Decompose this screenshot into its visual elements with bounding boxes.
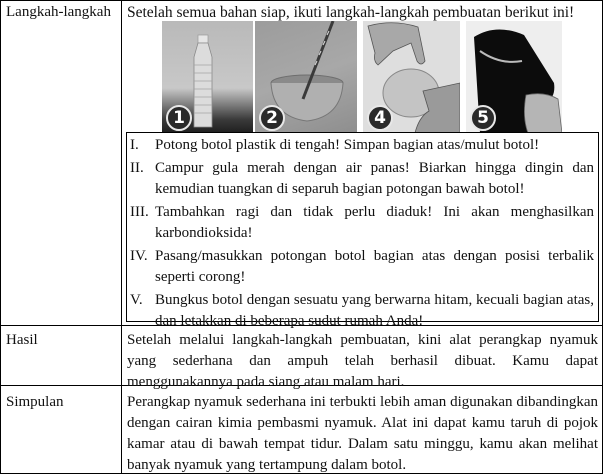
- step-text: Bungkus botol dengan sesuatu yang berwarna hitam, kecuali bagian atas, dan letakkan di beberapa sudut rumah Anda!: [155, 292, 594, 329]
- steps-list: [126, 132, 599, 329]
- step-badge-1: 1: [166, 105, 192, 131]
- steps-intro: Setelah semua bahan siap, ikuti langkah-langkah pembuatan berikut ini!: [127, 4, 575, 21]
- conclusion-text: Perangkap nyamuk sederhana ini terbukti lebih aman digunakan dibandingkan dengan cairan kimia pembasmi nyamuk. Alat ini dapat kamu taruh di pojok kamar atau di bawah tempat tidur. Dalam satu minggu, kamu akan melihat banyak nyamuk yang tertampung dalam botol.: [127, 394, 598, 473]
- step-item: [130, 290, 594, 332]
- row-label-hasil: Hasil: [6, 332, 38, 348]
- step-text: Tambahkan ragi dan tidak perlu diaduk! Ini akan menghasilkan karbondioksida!: [155, 204, 594, 241]
- step-badge-5: 5: [470, 105, 496, 131]
- step-badge-4: 4: [367, 105, 393, 131]
- step-number: I.: [130, 137, 139, 153]
- photo-step-2: [255, 21, 357, 133]
- row-label-langkah: Langkah-langkah: [6, 4, 111, 20]
- step-item: [130, 135, 594, 156]
- column-divider: [121, 0, 122, 474]
- step-badge-2: 2: [259, 105, 285, 131]
- result-text: Setelah melalui langkah-langkah pembuatan, kini alat perangkap nyamuk yang sederhana dan ampuh telah berhasil dibuat. Kamu dapat menggunakannya pada siang atau malam hari.: [127, 332, 598, 390]
- step-photos: [162, 21, 562, 133]
- step-item: [130, 246, 594, 288]
- step-number: IV.: [130, 248, 148, 264]
- row-label-simpulan: Simpulan: [6, 394, 64, 410]
- photo-step-4: [363, 21, 460, 133]
- step-number: V.: [130, 292, 143, 308]
- step-number: II.: [130, 160, 144, 176]
- step-item: [130, 158, 594, 200]
- photo-step-5: [466, 21, 562, 133]
- step-item: [130, 202, 594, 244]
- photo-step-1: [162, 21, 253, 133]
- step-text: Potong botol plastik di tengah! Simpan bagian atas/mulut botol!: [155, 137, 540, 153]
- step-text: Campur gula merah dengan air panas! Biarkan hingga dingin dan kemudian tuangkan di separuh bagian potongan bawah botol!: [155, 160, 594, 197]
- step-text: Pasang/masukkan potongan botol bagian atas dengan posisi terbalik seperti corong!: [155, 248, 594, 285]
- step-number: III.: [130, 204, 149, 220]
